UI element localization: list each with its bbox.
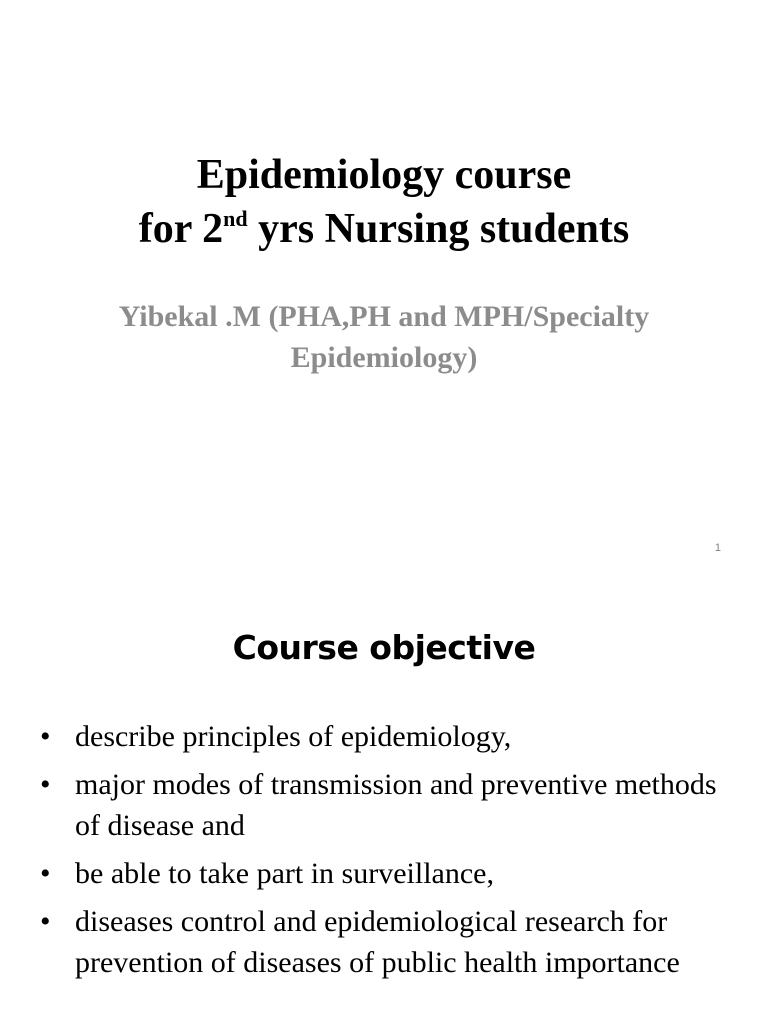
title-line-2	[139, 206, 629, 252]
title-line-2-prefix: for 2	[138, 206, 224, 252]
slide-title	[0, 148, 768, 256]
bullet-icon: •	[40, 768, 51, 801]
list-item	[40, 901, 730, 983]
slide-subtitle	[0, 296, 768, 378]
bullet-icon: •	[40, 857, 51, 890]
list-item-text: describe principles of epidemiology,	[75, 720, 512, 753]
list-item-text: be able to take part in surveillance,	[75, 857, 494, 890]
list-item	[40, 764, 730, 846]
objective-list	[40, 716, 730, 990]
title-line-2-suffix: yrs Nursing students	[247, 206, 630, 252]
list-item-text: major modes of transmission and preventive methods of disease and	[75, 768, 717, 842]
list-item	[40, 716, 730, 757]
list-item-text: diseases control and epidemiological research for prevention of diseases of public health importance	[75, 905, 680, 979]
title-line-1: Epidemiology course	[196, 152, 572, 198]
bullet-icon: •	[40, 720, 51, 753]
subtitle-line-2: Epidemiology)	[290, 341, 478, 374]
title-ordinal-suffix: nd	[223, 206, 248, 231]
page-number: 1	[714, 542, 721, 554]
list-item	[40, 853, 730, 894]
subtitle-line-1: Yibekal .M (PHA,PH and MPH/Specialty	[118, 300, 650, 333]
slide-2	[0, 576, 768, 1024]
bullet-icon: •	[40, 905, 51, 938]
slide-heading: Course objective	[232, 628, 536, 667]
